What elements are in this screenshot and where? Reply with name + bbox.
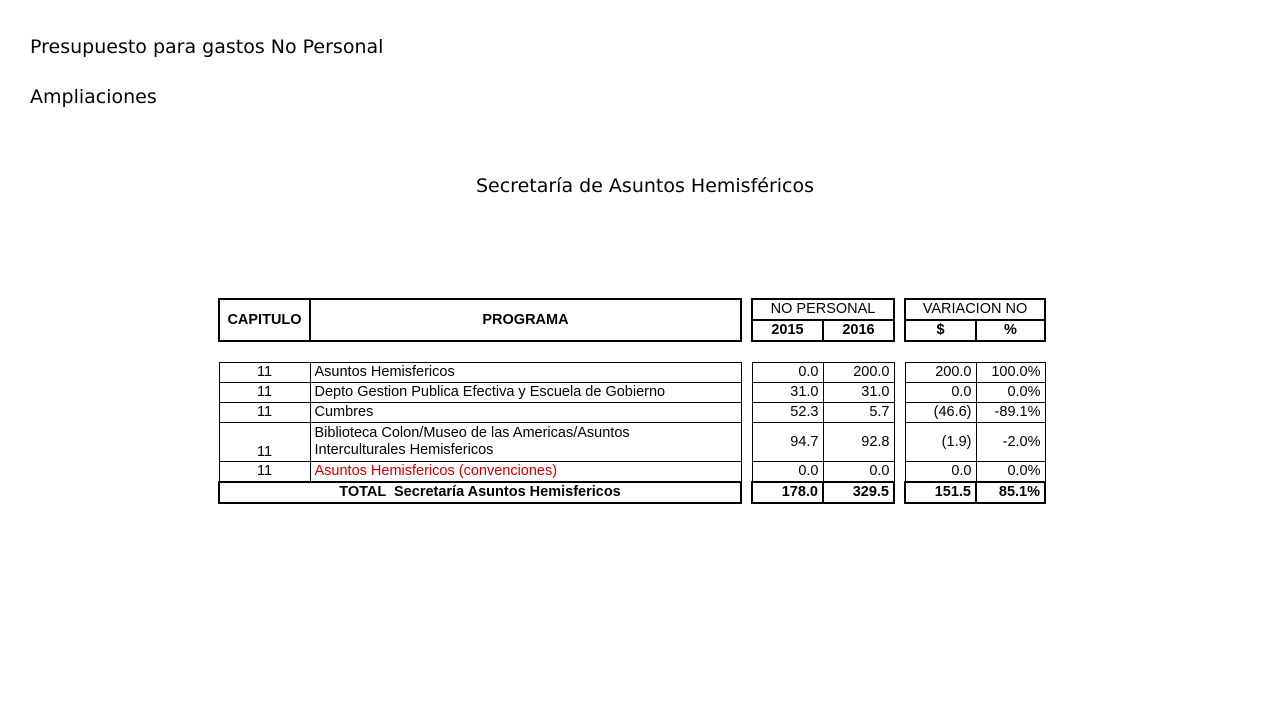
cell-capitulo: 11: [219, 462, 310, 483]
cell-2015: 31.0: [752, 383, 823, 403]
table-row: [219, 403, 1045, 423]
cell-capitulo: 11: [219, 363, 310, 383]
cell-2016: 31.0: [823, 383, 894, 403]
cell-2016: 0.0: [823, 462, 894, 483]
heading-title: Presupuesto para gastos No Personal: [30, 36, 384, 58]
table-row: [219, 462, 1045, 483]
cell-2015: 52.3: [752, 403, 823, 423]
cell-programa: [310, 423, 741, 462]
cell-capitulo: 11: [219, 403, 310, 423]
cell-programa-line2: Interculturales Hemisfericos: [314, 442, 494, 458]
cell-var-percent: -2.0%: [976, 423, 1045, 462]
header-2015: 2015: [752, 320, 823, 341]
total-var-dollar: 151.5: [905, 482, 976, 503]
total-2015: 178.0: [752, 482, 823, 503]
total-row: [219, 482, 1045, 503]
cell-capitulo: 11: [219, 423, 310, 462]
total-label: TOTAL Secretaría Asuntos Hemisfericos: [219, 482, 741, 503]
cell-programa: Asuntos Hemisfericos: [310, 363, 741, 383]
table-row: [219, 363, 1045, 383]
cell-var-dollar: 0.0: [905, 383, 976, 403]
total-var-percent: 85.1%: [976, 482, 1045, 503]
cell-2016: 92.8: [823, 423, 894, 462]
cell-var-dollar: 200.0: [905, 363, 976, 383]
header-2016: 2016: [823, 320, 894, 341]
table-row: [219, 423, 1045, 462]
cell-var-dollar: (46.6): [905, 403, 976, 423]
cell-2016: 200.0: [823, 363, 894, 383]
cell-var-percent: 0.0%: [976, 383, 1045, 403]
header-dollar: $: [905, 320, 976, 341]
budget-table: [218, 298, 1046, 504]
cell-var-percent: -89.1%: [976, 403, 1045, 423]
header-capitulo: CAPITULO: [219, 299, 310, 341]
header-no-personal: NO PERSONAL: [752, 299, 894, 320]
header-programa: PROGRAMA: [310, 299, 741, 341]
cell-capitulo: 11: [219, 383, 310, 403]
total-2016: 329.5: [823, 482, 894, 503]
cell-var-dollar: (1.9): [905, 423, 976, 462]
section-title: Secretaría de Asuntos Hemisféricos: [475, 175, 815, 197]
cell-programa: Depto Gestion Publica Efectiva y Escuela de Gobierno: [310, 383, 741, 403]
cell-2016: 5.7: [823, 403, 894, 423]
cell-programa: Cumbres: [310, 403, 741, 423]
header-variacion: VARIACION NO: [905, 299, 1045, 320]
cell-2015: 0.0: [752, 363, 823, 383]
header-percent: %: [976, 320, 1045, 341]
cell-var-percent: 0.0%: [976, 462, 1045, 483]
cell-programa-line1: Biblioteca Colon/Museo de las Americas/Asuntos: [314, 425, 630, 441]
cell-var-dollar: 0.0: [905, 462, 976, 483]
cell-2015: 0.0: [752, 462, 823, 483]
cell-2015: 94.7: [752, 423, 823, 462]
cell-programa-highlight: Asuntos Hemisfericos (convenciones): [310, 462, 741, 483]
cell-var-percent: 100.0%: [976, 363, 1045, 383]
header-row-1: [219, 299, 1045, 320]
table-row: [219, 383, 1045, 403]
heading-subtitle: Ampliaciones: [30, 86, 157, 108]
